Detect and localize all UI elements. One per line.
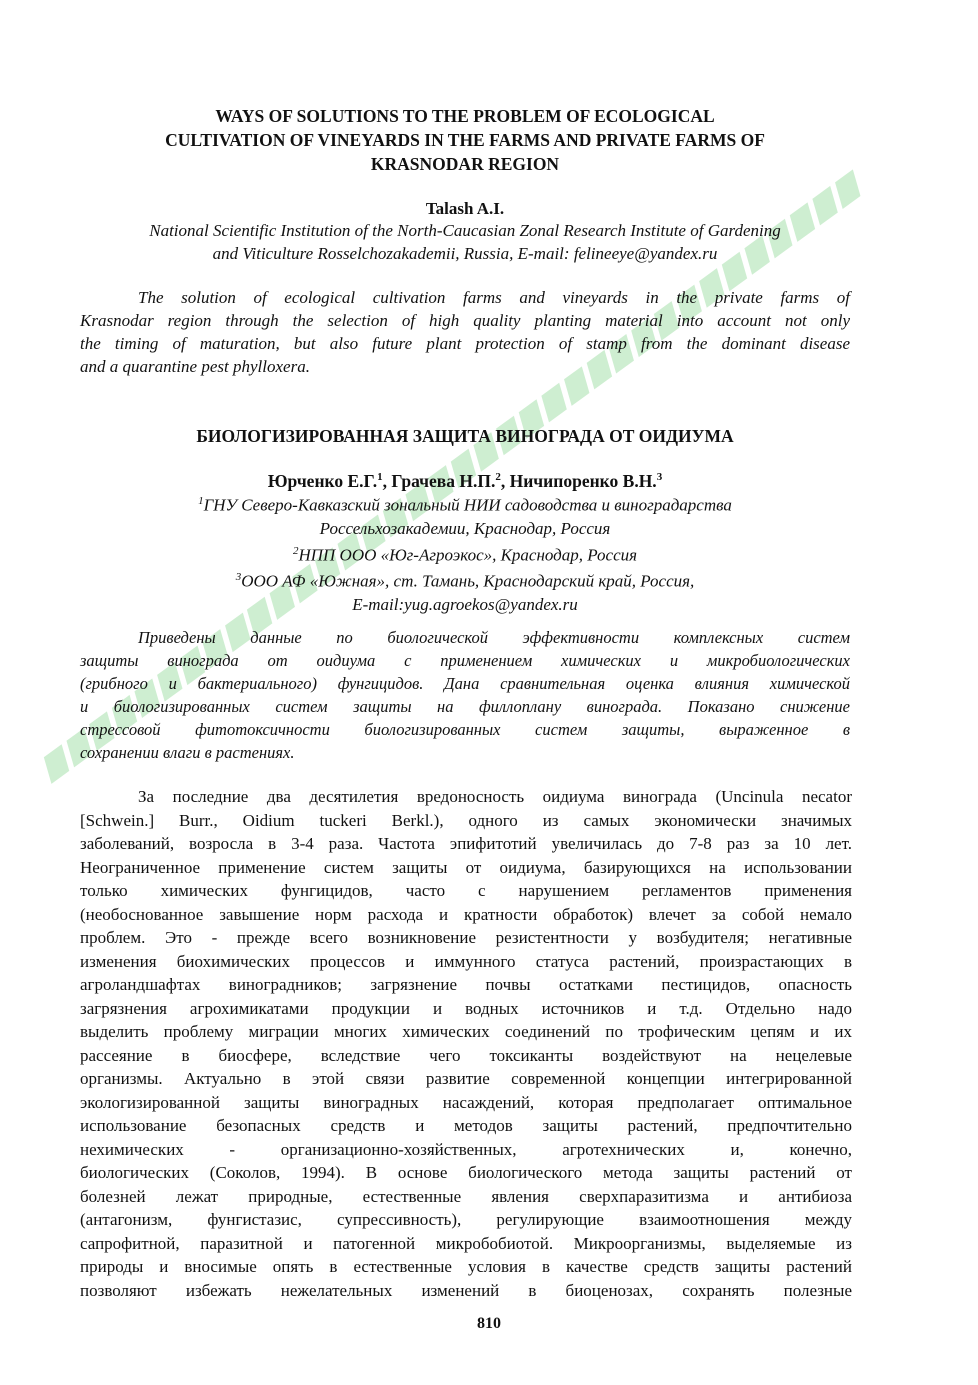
english-title-line: CULTIVATION OF VINEYARDS IN THE FARMS AND PRIVATE FARMS OF — [165, 130, 765, 150]
body-line: (необоснованное завышение норм расхода и кратности обработок) влечет за собой немало — [80, 904, 852, 924]
affiliation-line — [80, 517, 850, 540]
affiliation-mark: 1 — [198, 495, 204, 507]
author-separator: , — [382, 470, 392, 491]
russian-abstract-line: сохранении влаги в растениях. — [80, 743, 295, 762]
body-line: агроландшафтах виноградников; загрязнение почвы остатками пестицидов, опасность — [80, 975, 852, 994]
russian-authors — [80, 466, 850, 492]
author-separator: , — [500, 470, 510, 491]
russian-abstract-line: (грибного и бактериального) фунгицидов. Дана сравнительная оценка влияния химической — [80, 674, 850, 693]
body-line: природы и вносимые опять в естественные условия в качестве средств защиты растений — [80, 1257, 852, 1276]
watermark-block — [541, 383, 566, 422]
body-paragraph — [80, 785, 852, 1302]
body-line: позволяют избежать нежелательных изменений в биоценозах, сохранять полезные — [80, 1280, 852, 1300]
english-title-line: KRASNODAR REGION — [370, 154, 560, 174]
body-line: За последние два десятилетия вредоносность оидиума винограда (Uncinula necator — [138, 787, 852, 806]
russian-abstract — [80, 626, 850, 764]
body-line: проблем. Это - прежде всего возникновение резистентности у возбудителя; негативные — [80, 928, 852, 947]
body-line: изменения биохимических процессов и иммунного статуса растений, произрастающих в — [80, 951, 852, 971]
body-line: только химических фунгицидов, часто с нарушением регламентов применения — [80, 881, 852, 900]
body-line: заболеваний, возросла в 3-4 раза. Частота эпифитотий увеличилась до 7-8 раз за 10 лет. — [80, 834, 852, 853]
body-line: использование безопасных средств и методов защиты растений, предпочтительно — [80, 1116, 852, 1135]
author-name: Грачева Н.П. — [391, 470, 496, 491]
body-line: загрязнения агрохимикатами продукции и водных источников и т.д. Отдельно надо — [80, 998, 852, 1018]
body-line: экологизированной защиты виноградных насаждений, которая предполагает оптимальное — [80, 1092, 852, 1112]
body-line: нехимических - организационно-хозяйственных, агротехнических и, конечно, — [80, 1139, 852, 1159]
body-line: рассеяние в биосфере, вследствие чего токсиканты воздействуют на нецелевые — [80, 1045, 852, 1065]
body-line: биологических (Соколов, 1994). В основе биологического метода защиты растений от — [80, 1163, 852, 1182]
english-author: Talash A.I. — [425, 199, 505, 218]
author-name: Ничипоренко В.Н. — [509, 470, 657, 491]
affiliation-text: ГНУ Северо-Кавказский зональный НИИ садоводства и виноградарства — [203, 495, 732, 515]
affiliation-line — [80, 490, 850, 517]
english-abstract-line: and a quarantine pest phylloxera. — [80, 357, 310, 376]
english-affiliation-line: National Scientific Institution of the North-Caucasian Zonal Research Institute of Gardening — [149, 221, 781, 240]
body-line: организмы. Актуально в этой связи развитие современной концепции интегрированной — [80, 1069, 852, 1088]
body-line: (антагонизм, фунгистазис, супрессивность), регулирующие взаимоотношения между — [80, 1210, 852, 1229]
english-abstract — [80, 286, 850, 378]
russian-affiliations — [80, 490, 850, 616]
affiliation-mark: 3 — [235, 571, 242, 584]
russian-title: БИОЛОГИЗИРОВАННАЯ ЗАЩИТА ВИНОГРАДА ОТ ОИДИУМА — [196, 426, 734, 446]
english-abstract-line: Krasnodar region through the selection of high quality planting material into account not only — [80, 311, 850, 330]
affiliation-line — [80, 540, 850, 567]
affiliation-mark: 2 — [292, 544, 299, 557]
affiliation-email: E-mail:yug.agroekos@yandex.ru — [352, 594, 578, 614]
english-abstract-line: The solution of ecological cultivation farms and vineyards in the private farms of — [138, 288, 850, 307]
author-name: Юрченко Е.Г. — [267, 470, 378, 491]
author-affiliation-mark: 2 — [495, 471, 501, 483]
english-affiliation-line: and Viticulture Rosselchozakademii, Russia, E-mail: felineeye@yandex.ru — [212, 244, 718, 263]
russian-abstract-line: стрессовой фитотоксичности биологизированных систем защиты, выраженное в — [80, 720, 850, 739]
body-line: Неограниченное применение систем защиты от оидиума, базирующихся на использовании — [80, 857, 852, 877]
affiliation-text: ООО АФ «Южная», ст. Тамань, Краснодарский край, Россия, — [241, 571, 695, 591]
author-affiliation-mark: 3 — [656, 471, 663, 483]
english-title-line: WAYS OF SOLUTIONS TO THE PROBLEM OF ECOLOGICAL — [215, 106, 715, 126]
english-abstract-line: the timing of maturation, but also future plant protection of stamp from the dominant disease — [80, 334, 850, 353]
affiliation-text: Россельхозакадемии, Краснодар, Россия — [319, 518, 611, 538]
body-line: [Schwein.] Burr., Oidium tuckeri Berkl.), одного из самых экономически значимых — [80, 810, 852, 830]
page-number: 810 — [477, 1315, 501, 1332]
english-affiliation — [80, 219, 850, 265]
english-title — [80, 104, 850, 176]
russian-abstract-line: и биологизированных систем защиты на филлоплану винограда. Показано снижение — [80, 697, 850, 716]
body-line: сапрофитной, паразитной и патогенной микробобиотой. Микроорганизмы, выделяемые из — [80, 1233, 852, 1253]
affiliation-line — [80, 593, 850, 616]
affiliation-text: НПП ООО «Юг-Агроэкос», Краснодар, Россия — [298, 545, 638, 565]
body-line: болезней лежат природные, естественные явления сверхпаразитизма и антибиоза — [80, 1186, 852, 1206]
author-affiliation-mark: 1 — [377, 471, 383, 483]
affiliation-line — [80, 566, 850, 593]
body-line: выделить проблему миграции многих химических соединений по трофическим цепям и их — [80, 1022, 852, 1041]
watermark-block — [44, 744, 69, 783]
russian-abstract-line: Приведены данные по биологической эффективности комплексных систем — [138, 628, 850, 647]
russian-abstract-line: защиты винограда от оидиума с применением химических и микробиологических — [80, 651, 850, 670]
